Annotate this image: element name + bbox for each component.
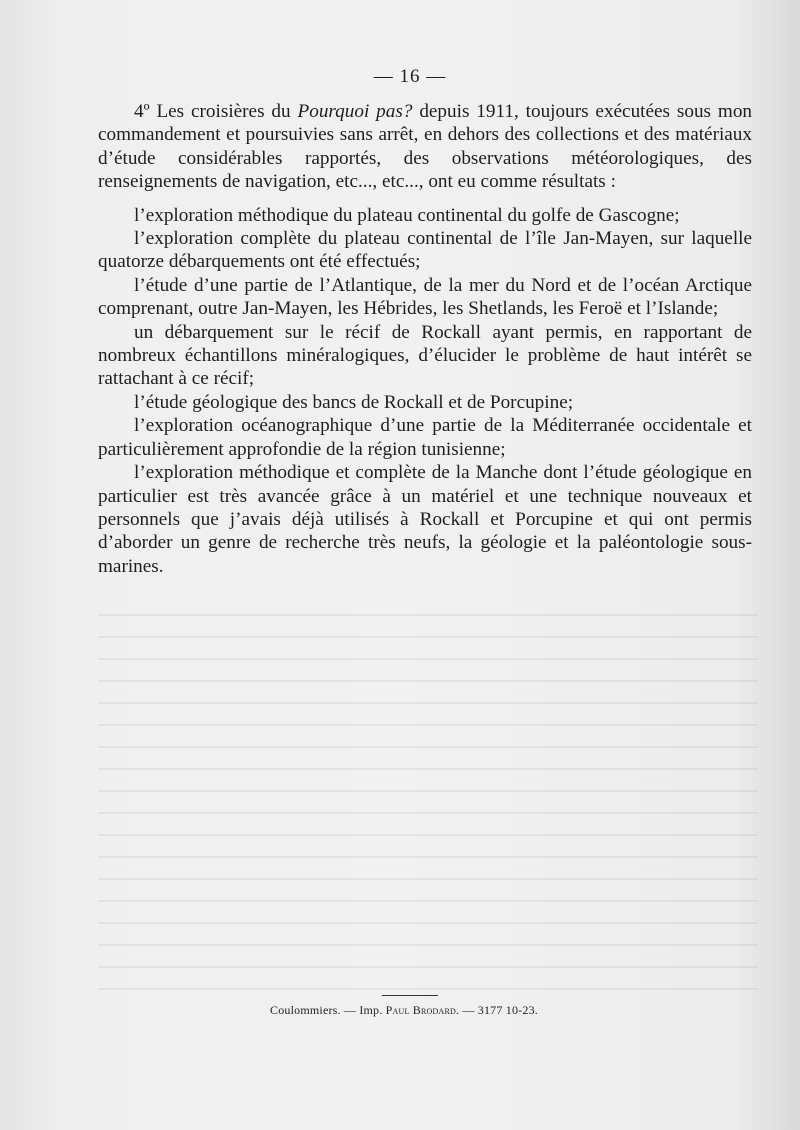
ship-name: Pourquoi pas? (297, 101, 413, 122)
result-item-7: l’exploration méthodique et complète de la Manche dont l’étude géologique en particulier est très avancée grâce à un matériel et une technique nouveaux et personnels que j’avais déjà utilisés à Rockall et Porcupine et qui ont permis d’aborder un genre de recherche très neufs, la géologie et la paléontologie sous-marines. (98, 462, 752, 577)
footer-rule (382, 995, 438, 996)
printer-footer (270, 1003, 600, 1018)
page-number: — 16 — (373, 66, 447, 87)
lead-paragraph (98, 100, 752, 194)
lead-text-pre: Les croisières du (156, 101, 298, 122)
result-item-3: l’étude d’une partie de l’Atlantique, de la mer du Nord et de l’océan Arctique comprenant, outre Jan-Mayen, les Hébrides, les Shetlands, les Feroë et l’Islande; (98, 274, 752, 320)
body-text (98, 100, 752, 578)
result-item-2: l’exploration complète du plateau continental de l’île Jan-Mayen, sur laquelle quatorze débarquements ont été effectués; (98, 228, 752, 273)
footer-suffix: . — 3177 10-23. (455, 1003, 538, 1017)
result-item-4: un débarquement sur le récif de Rockall ayant permis, en rapportant de nombreux échantillons minéralogiques, d’élucider le problème de haut intérêt se rattachant à ce récif; (98, 321, 752, 390)
section-number: 4º (134, 101, 150, 122)
result-item-1: l’exploration méthodique du plateau continental du golfe de Gascogne; (134, 204, 680, 226)
footer-place: Coulommiers. — Imp. (270, 1003, 386, 1017)
bleed-through-texture (98, 600, 758, 1000)
result-item-6: l’exploration océanographique d’une partie de la Méditerranée occidentale et particulièrement approfondie de la région tunisienne; (98, 415, 752, 460)
lead-text-post: depuis 1911, toujours exécutées sous mon commandement et poursuivies sans arrêt, en dehors des collections et des matériaux d’étude considérables rapportés, des observations météorologiques, des renseignements de navigation, etc..., etc..., ont eu comme résultats : (98, 101, 753, 193)
result-item-5: l’étude géologique des bancs de Rockall et de Porcupine; (134, 391, 574, 413)
footer-printer: Paul Brodard (385, 1003, 456, 1017)
